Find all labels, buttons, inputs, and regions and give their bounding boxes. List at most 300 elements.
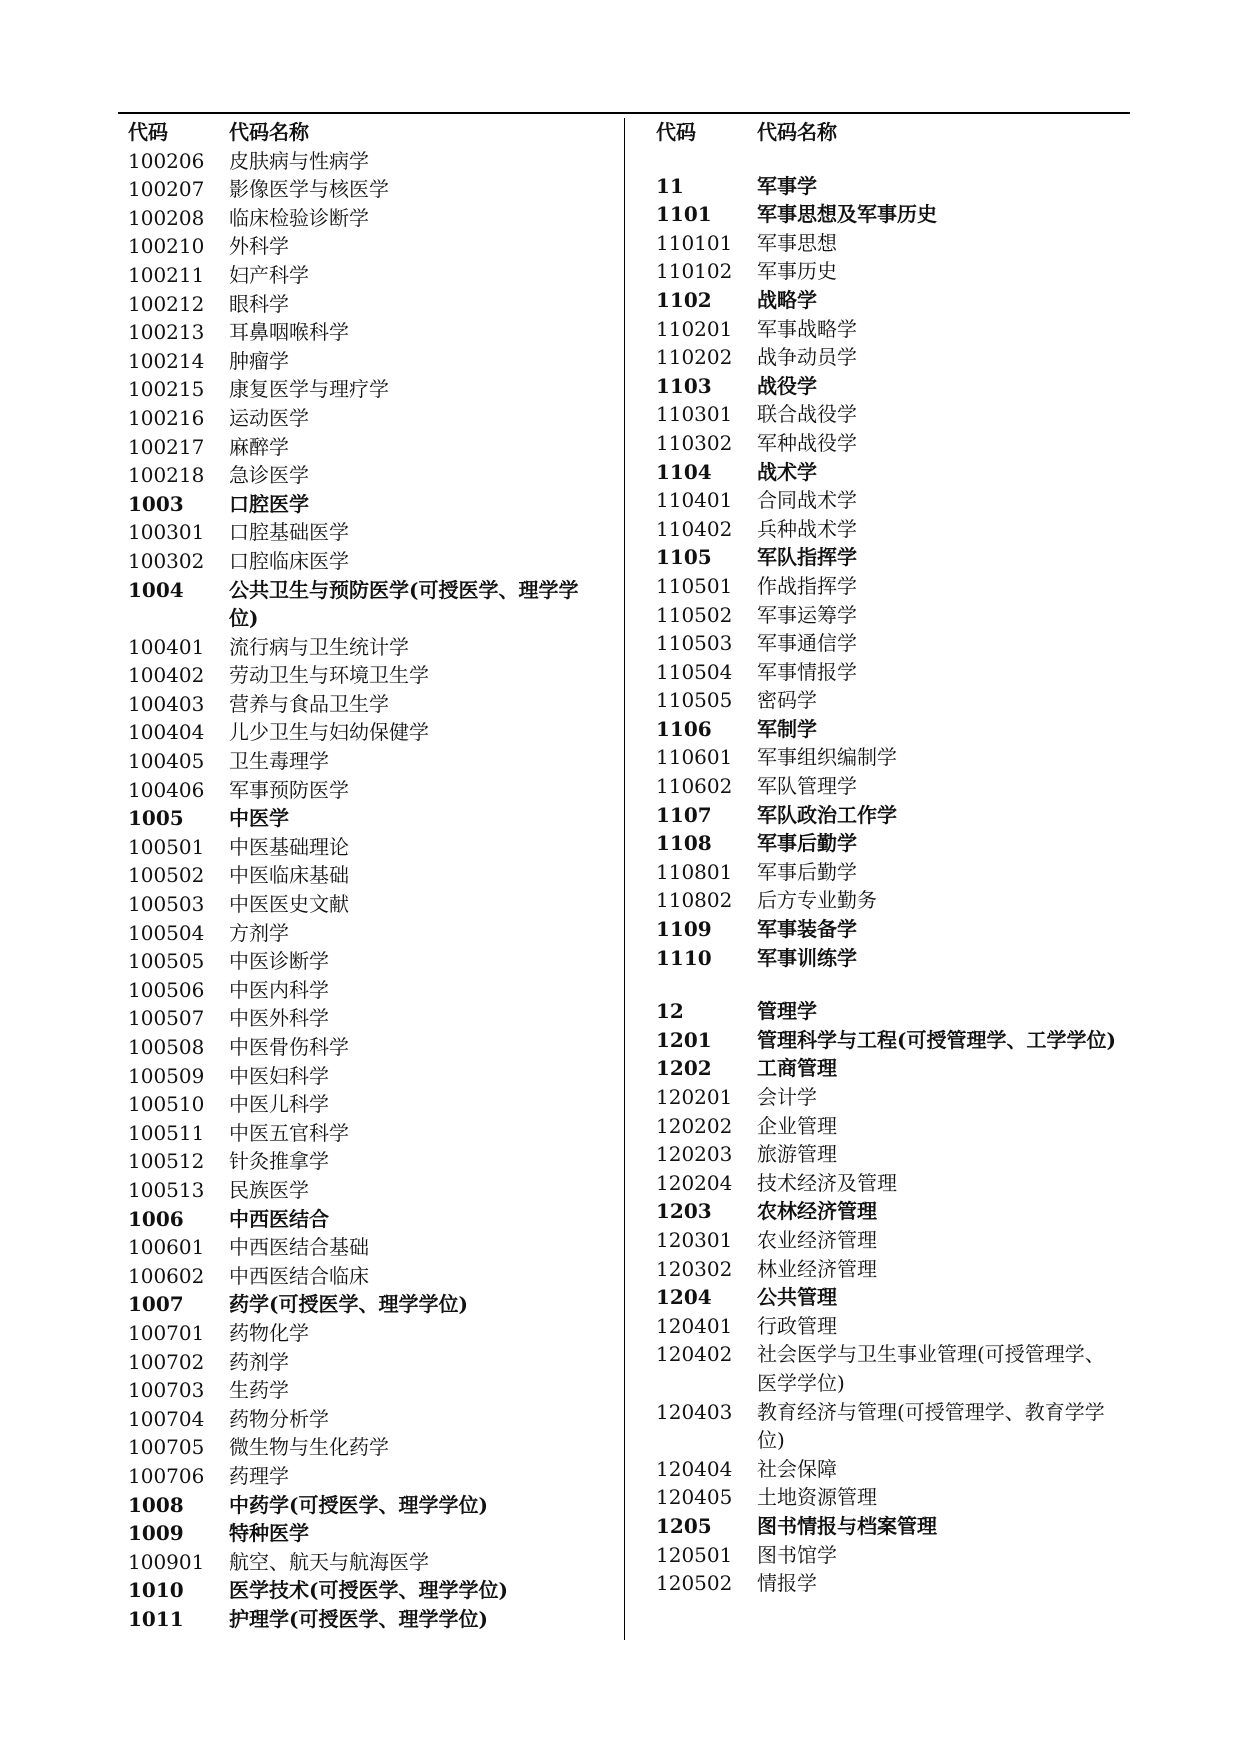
table-row — [128, 690, 588, 719]
table-row — [128, 747, 588, 776]
table-row — [656, 629, 1116, 658]
row-code: 110602 — [656, 774, 733, 799]
row-name: 公共卫生与预防医学(可授医学、理学学位) — [229, 577, 579, 631]
row-code: 1011 — [128, 1606, 184, 1631]
row-name: 旅游管理 — [757, 1142, 837, 1167]
row-code: 12 — [656, 999, 684, 1024]
row-code: 110401 — [656, 488, 733, 513]
row-name: 中医学 — [229, 806, 289, 831]
table-row — [656, 1483, 1116, 1512]
row-code: 100218 — [128, 463, 205, 488]
row-code: 110302 — [656, 430, 733, 455]
row-name: 农林经济管理 — [757, 1199, 877, 1224]
table-row — [656, 1340, 1116, 1397]
table-row — [656, 1569, 1116, 1598]
row-name: 劳动卫生与环境卫生学 — [229, 663, 429, 688]
row-code: 100211 — [128, 262, 205, 287]
row-code: 110201 — [656, 316, 733, 341]
row-code: 100901 — [128, 1549, 205, 1574]
row-name: 管理科学与工程(可授管理学、工学学位) — [757, 1027, 1116, 1052]
row-code: 100505 — [128, 949, 205, 974]
row-name: 技术经济及管理 — [757, 1170, 897, 1195]
row-code: 120502 — [656, 1571, 733, 1596]
row-code: 110102 — [656, 259, 733, 284]
table-row — [656, 1083, 1116, 1112]
row-code: 100404 — [128, 720, 205, 745]
row-code: 1104 — [656, 459, 712, 484]
row-code: 110202 — [656, 345, 733, 370]
table-row — [128, 1004, 588, 1033]
row-code: 100403 — [128, 691, 205, 716]
table-row — [656, 1398, 1116, 1455]
row-code: 120501 — [656, 1542, 733, 1567]
table-row — [128, 633, 588, 662]
row-code: 1202 — [656, 1056, 712, 1081]
row-name: 中医诊断学 — [229, 949, 329, 974]
table-row — [128, 375, 588, 404]
row-spacer — [656, 972, 1116, 997]
row-code: 110101 — [656, 230, 733, 255]
table-row — [656, 343, 1116, 372]
table-row — [656, 915, 1116, 944]
row-code: 100705 — [128, 1435, 205, 1460]
table-row — [128, 976, 588, 1005]
table-row — [128, 261, 588, 290]
row-code: 1010 — [128, 1578, 184, 1603]
left-column-header — [128, 118, 588, 147]
table-row — [128, 147, 588, 176]
row-code: 1103 — [656, 373, 712, 398]
row-code: 100508 — [128, 1035, 205, 1059]
table-row — [128, 576, 588, 633]
row-name: 药学(可授医学、理学学位) — [229, 1292, 468, 1317]
table-row — [656, 743, 1116, 772]
table-row — [656, 997, 1116, 1026]
table-row — [656, 658, 1116, 687]
header-code: 代码 — [128, 120, 168, 144]
row-name: 合同战术学 — [757, 488, 857, 513]
table-row — [656, 1255, 1116, 1284]
row-name: 口腔医学 — [229, 491, 309, 516]
row-name: 农业经济管理 — [757, 1227, 877, 1252]
table-row — [656, 1283, 1116, 1312]
row-name: 军事后勤学 — [757, 831, 857, 856]
row-name: 中西医结合 — [229, 1206, 329, 1231]
row-name: 军事预防医学 — [229, 777, 349, 802]
row-name: 药剂学 — [229, 1349, 289, 1374]
row-name: 战略学 — [757, 287, 817, 312]
row-name: 中医临床基础 — [229, 863, 349, 888]
row-name: 军事历史 — [757, 259, 837, 284]
header-name: 代码名称 — [229, 120, 309, 144]
row-name: 中医妇科学 — [229, 1063, 329, 1088]
table-row — [656, 1455, 1116, 1484]
table-row — [656, 315, 1116, 344]
table-row — [656, 172, 1116, 201]
row-name: 兵种战术学 — [757, 516, 857, 541]
row-name: 微生物与生化药学 — [229, 1435, 389, 1460]
table-row — [128, 1033, 588, 1062]
row-code: 100206 — [128, 148, 205, 173]
row-code: 100214 — [128, 348, 205, 373]
row-name: 妇产科学 — [229, 262, 309, 287]
table-row — [656, 1226, 1116, 1255]
row-code: 100215 — [128, 377, 205, 402]
row-name: 儿少卫生与妇幼保健学 — [229, 720, 429, 745]
row-code: 1205 — [656, 1513, 712, 1538]
table-row — [656, 1169, 1116, 1198]
table-row — [656, 543, 1116, 572]
row-name: 公共管理 — [757, 1285, 837, 1310]
table-row — [656, 686, 1116, 715]
row-code: 100302 — [128, 548, 205, 573]
row-name: 口腔基础医学 — [229, 520, 349, 545]
row-spacer — [656, 147, 1116, 172]
row-code: 120204 — [656, 1170, 733, 1195]
table-row — [656, 1140, 1116, 1169]
row-name: 中西医结合基础 — [229, 1235, 369, 1260]
row-name: 军队管理学 — [757, 774, 857, 799]
row-code: 1204 — [656, 1285, 712, 1310]
table-row — [128, 1433, 588, 1462]
table-row — [128, 290, 588, 319]
row-name: 流行病与卫生统计学 — [229, 634, 409, 659]
row-code: 110505 — [656, 688, 733, 713]
row-code: 1008 — [128, 1492, 184, 1517]
table-row — [128, 661, 588, 690]
row-code: 1201 — [656, 1027, 712, 1052]
table-row — [128, 1491, 588, 1520]
table-row — [656, 200, 1116, 229]
row-code: 100213 — [128, 320, 205, 345]
row-code: 100703 — [128, 1378, 205, 1403]
row-name: 会计学 — [757, 1085, 817, 1109]
table-row — [656, 1026, 1116, 1055]
row-name: 中医五官科学 — [229, 1120, 349, 1145]
row-code: 100507 — [128, 1006, 205, 1031]
row-code: 100509 — [128, 1063, 205, 1088]
table-row — [128, 433, 588, 462]
row-name: 情报学 — [757, 1571, 817, 1596]
row-code: 120405 — [656, 1485, 733, 1510]
table-row — [128, 347, 588, 376]
row-name: 战争动员学 — [757, 345, 857, 370]
table-row — [128, 1262, 588, 1291]
table-row — [656, 257, 1116, 286]
table-row — [656, 286, 1116, 315]
row-name: 土地资源管理 — [757, 1485, 877, 1510]
row-name: 特种医学 — [229, 1521, 309, 1546]
row-name: 航空、航天与航海医学 — [229, 1549, 429, 1574]
row-name: 耳鼻咽喉科学 — [229, 320, 349, 345]
table-row — [656, 429, 1116, 458]
row-code: 1203 — [656, 1199, 712, 1224]
table-row — [128, 718, 588, 747]
table-row — [128, 1462, 588, 1491]
row-code: 100401 — [128, 634, 205, 659]
row-code: 100706 — [128, 1463, 205, 1488]
row-code: 1009 — [128, 1521, 184, 1546]
table-row — [128, 1519, 588, 1548]
table-row — [656, 858, 1116, 887]
row-name: 中西医结合临床 — [229, 1263, 369, 1288]
table-row — [128, 1405, 588, 1434]
row-name: 战术学 — [757, 459, 817, 484]
row-code: 120401 — [656, 1313, 733, 1338]
table-row — [656, 944, 1116, 973]
row-code: 110601 — [656, 745, 733, 770]
top-rule — [118, 112, 1130, 114]
table-row — [128, 1233, 588, 1262]
row-name: 军事训练学 — [757, 945, 857, 970]
table-row — [656, 715, 1116, 744]
row-name: 军事组织编制学 — [757, 745, 897, 770]
row-name: 行政管理 — [757, 1313, 837, 1338]
row-name: 麻醉学 — [229, 434, 289, 459]
row-code: 100510 — [128, 1092, 205, 1117]
left-column — [128, 118, 588, 1633]
row-code: 1004 — [128, 577, 184, 602]
table-row — [128, 204, 588, 233]
table-row — [128, 804, 588, 833]
table-row — [656, 1197, 1116, 1226]
row-name: 联合战役学 — [757, 402, 857, 427]
row-name: 军制学 — [757, 716, 817, 741]
row-code: 110501 — [656, 573, 733, 598]
row-name: 军事通信学 — [757, 631, 857, 656]
table-row — [128, 404, 588, 433]
table-row — [656, 1112, 1116, 1141]
table-row — [128, 1348, 588, 1377]
row-code: 100506 — [128, 977, 205, 1002]
row-code: 1007 — [128, 1292, 184, 1317]
row-code: 100511 — [128, 1120, 205, 1145]
row-name: 教育经济与管理(可授管理学、教育学学位) — [757, 1399, 1105, 1453]
row-name: 密码学 — [757, 688, 817, 713]
row-code: 100512 — [128, 1149, 205, 1174]
row-code: 100405 — [128, 749, 205, 774]
row-code: 1102 — [656, 287, 712, 312]
row-code: 100502 — [128, 863, 205, 888]
row-code: 100503 — [128, 892, 205, 917]
row-code: 120202 — [656, 1113, 733, 1138]
row-name: 中医医史文献 — [229, 892, 349, 917]
row-name: 药物分析学 — [229, 1406, 329, 1431]
row-code: 100402 — [128, 663, 205, 688]
row-name: 针灸推拿学 — [229, 1149, 329, 1174]
row-code: 120203 — [656, 1142, 733, 1167]
table-row — [656, 829, 1116, 858]
table-row — [656, 801, 1116, 830]
row-name: 康复医学与理疗学 — [229, 377, 389, 402]
row-code: 100702 — [128, 1349, 205, 1374]
header-name: 代码名称 — [757, 120, 837, 144]
table-row — [656, 458, 1116, 487]
row-name: 军种战役学 — [757, 430, 857, 455]
table-row — [128, 919, 588, 948]
row-name: 军队政治工作学 — [757, 802, 897, 827]
row-name: 生药学 — [229, 1378, 289, 1403]
row-code: 110502 — [656, 602, 733, 627]
row-code: 120301 — [656, 1227, 733, 1252]
table-row — [656, 886, 1116, 915]
row-name: 图书馆学 — [757, 1542, 837, 1567]
table-row — [656, 400, 1116, 429]
table-row — [656, 1541, 1116, 1570]
table-row — [128, 1319, 588, 1348]
row-code: 120201 — [656, 1085, 733, 1109]
row-code: 100704 — [128, 1406, 205, 1431]
table-row — [128, 776, 588, 805]
row-code: 120404 — [656, 1456, 733, 1481]
row-name: 肿瘤学 — [229, 348, 289, 373]
row-name: 中医骨伤科学 — [229, 1035, 349, 1059]
right-column-header — [656, 118, 1116, 147]
row-code: 120302 — [656, 1256, 733, 1281]
row-name: 护理学(可授医学、理学学位) — [229, 1606, 488, 1631]
row-code: 1109 — [656, 917, 712, 942]
table-row — [128, 318, 588, 347]
table-row — [128, 461, 588, 490]
row-code: 110801 — [656, 859, 733, 884]
row-code: 1110 — [656, 945, 712, 970]
row-name: 林业经济管理 — [757, 1256, 877, 1281]
row-name: 中医外科学 — [229, 1006, 329, 1031]
row-name: 医学技术(可授医学、理学学位) — [229, 1578, 508, 1603]
row-code: 11 — [656, 173, 684, 198]
table-row — [128, 490, 588, 519]
row-code: 100207 — [128, 177, 205, 202]
table-row — [128, 1576, 588, 1605]
row-name: 运动医学 — [229, 405, 309, 430]
table-row — [656, 572, 1116, 601]
row-code: 100217 — [128, 434, 205, 459]
row-name: 口腔临床医学 — [229, 548, 349, 573]
row-code: 110503 — [656, 631, 733, 656]
row-code: 1006 — [128, 1206, 184, 1231]
row-code: 100504 — [128, 920, 205, 945]
row-name: 民族医学 — [229, 1177, 309, 1202]
row-code: 1003 — [128, 491, 184, 516]
row-code: 110802 — [656, 888, 733, 913]
table-row — [128, 232, 588, 261]
row-code: 100601 — [128, 1235, 205, 1260]
table-row — [128, 1548, 588, 1577]
row-name: 军事运筹学 — [757, 602, 857, 627]
row-name: 企业管理 — [757, 1113, 837, 1138]
row-name: 工商管理 — [757, 1056, 837, 1081]
row-code: 110504 — [656, 659, 733, 684]
row-name: 中医基础理论 — [229, 834, 349, 859]
row-name: 作战指挥学 — [757, 573, 857, 598]
right-rows — [656, 147, 1116, 1598]
row-code: 1108 — [656, 831, 712, 856]
table-row — [128, 1605, 588, 1634]
row-name: 中医内科学 — [229, 977, 329, 1002]
table-row — [656, 1512, 1116, 1541]
row-name: 药物化学 — [229, 1320, 309, 1345]
row-code: 100406 — [128, 777, 205, 802]
row-name: 中药学(可授医学、理学学位) — [229, 1492, 488, 1517]
row-name: 临床检验诊断学 — [229, 205, 369, 230]
row-code: 100216 — [128, 405, 205, 430]
row-name: 急诊医学 — [229, 463, 309, 488]
table-row — [128, 518, 588, 547]
right-column — [656, 118, 1116, 1598]
row-code: 100301 — [128, 520, 205, 545]
row-name: 战役学 — [757, 373, 817, 398]
row-name: 军事学 — [757, 173, 817, 198]
table-row — [128, 175, 588, 204]
table-row — [128, 1290, 588, 1319]
row-code: 100501 — [128, 834, 205, 859]
row-name: 眼科学 — [229, 291, 289, 316]
row-code: 1105 — [656, 545, 712, 570]
row-code: 100208 — [128, 205, 205, 230]
row-code: 100212 — [128, 291, 205, 316]
row-name: 军事思想及军事历史 — [757, 202, 937, 227]
row-name: 社会保障 — [757, 1456, 837, 1481]
table-row — [656, 1054, 1116, 1083]
row-name: 外科学 — [229, 234, 289, 259]
row-code: 120403 — [656, 1399, 733, 1424]
row-name: 军事思想 — [757, 230, 837, 255]
table-row — [656, 601, 1116, 630]
table-row — [128, 890, 588, 919]
row-name: 营养与食品卫生学 — [229, 691, 389, 716]
table-row — [128, 1205, 588, 1234]
table-row — [128, 833, 588, 862]
table-row — [128, 1147, 588, 1176]
left-rows — [128, 147, 588, 1634]
row-name: 中医儿科学 — [229, 1092, 329, 1117]
row-code: 1106 — [656, 716, 712, 741]
table-row — [128, 1062, 588, 1091]
table-row — [128, 1176, 588, 1205]
row-code: 100513 — [128, 1177, 205, 1202]
row-code: 100602 — [128, 1263, 205, 1288]
row-code: 120402 — [656, 1342, 733, 1367]
row-name: 药理学 — [229, 1463, 289, 1488]
row-code: 110402 — [656, 516, 733, 541]
row-name: 社会医学与卫生事业管理(可授管理学、医学学位) — [757, 1342, 1105, 1395]
row-code: 110301 — [656, 402, 733, 427]
column-divider — [624, 118, 625, 1640]
table-row — [128, 947, 588, 976]
row-name: 皮肤病与性病学 — [229, 148, 369, 173]
row-name: 军事情报学 — [757, 659, 857, 684]
table-row — [128, 861, 588, 890]
table-row — [128, 1376, 588, 1405]
row-code: 1005 — [128, 806, 184, 831]
row-code: 1101 — [656, 202, 712, 227]
header-code: 代码 — [656, 120, 696, 144]
row-name: 管理学 — [757, 999, 817, 1024]
row-name: 卫生毒理学 — [229, 749, 329, 774]
table-row — [128, 547, 588, 576]
table-row — [656, 229, 1116, 258]
table-row — [656, 515, 1116, 544]
row-name: 军事后勤学 — [757, 859, 857, 884]
row-name: 军事战略学 — [757, 316, 857, 341]
table-row — [656, 1312, 1116, 1341]
row-name: 影像医学与核医学 — [229, 177, 389, 202]
table-row — [656, 486, 1116, 515]
row-name: 军事装备学 — [757, 917, 857, 942]
row-name: 后方专业勤务 — [757, 888, 877, 913]
row-name: 图书情报与档案管理 — [757, 1513, 937, 1538]
row-code: 1107 — [656, 802, 712, 827]
